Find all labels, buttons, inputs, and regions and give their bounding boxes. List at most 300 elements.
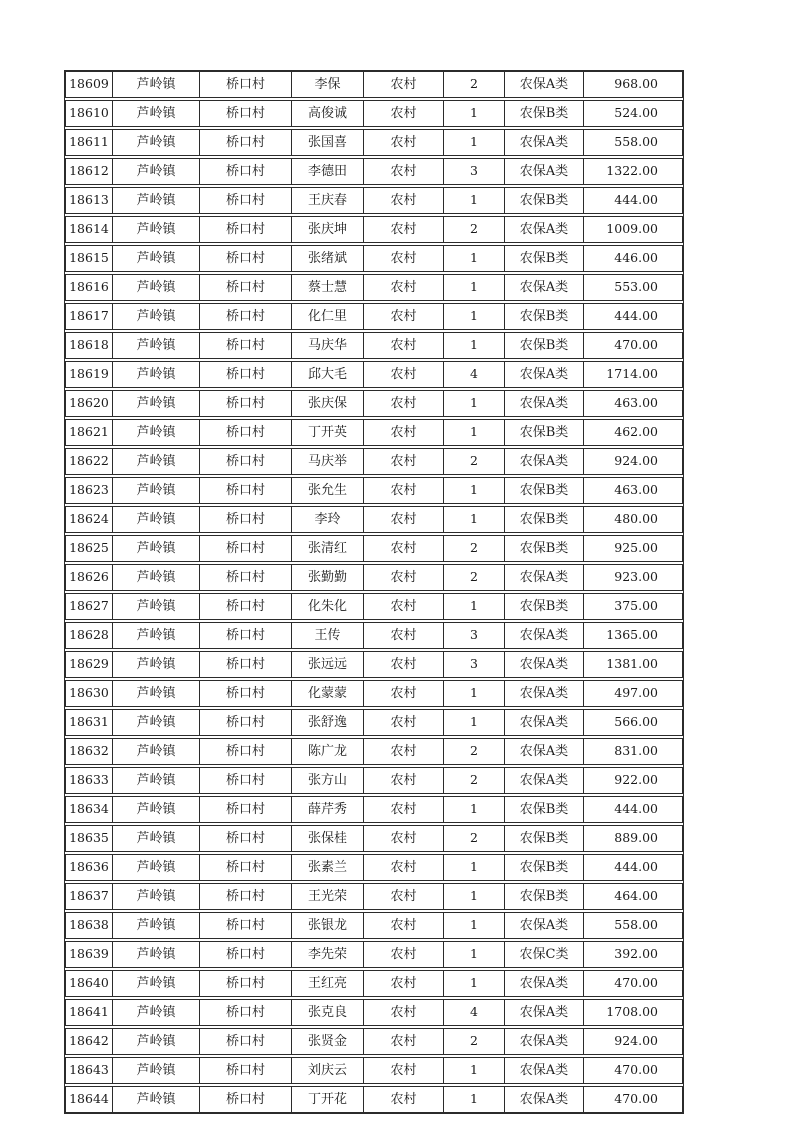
cell-count: 1	[444, 942, 505, 967]
cell-town: 芦岭镇	[113, 565, 200, 590]
cell-record-number: 18611	[66, 130, 113, 155]
cell-insurance-category: 农保A类	[505, 159, 584, 184]
cell-amount: 470.00	[614, 337, 658, 353]
cell-insurance-category: 农保A类	[505, 275, 584, 300]
cell-amount: 889.00	[614, 830, 658, 846]
cell-record-number: 18637	[66, 884, 113, 909]
cell-amount: 553.00	[614, 279, 658, 295]
cell-record-number: 18642	[66, 1029, 113, 1054]
cell-record-number: 18610	[66, 101, 113, 126]
cell-residence-type: 农村	[364, 304, 444, 329]
cell-record-number: 18641	[66, 1000, 113, 1025]
cell-count: 2	[444, 217, 505, 242]
cell-town: 芦岭镇	[113, 159, 200, 184]
cell-town: 芦岭镇	[113, 304, 200, 329]
cell-amount: 446.00	[614, 250, 658, 266]
cell-residence-type: 农村	[364, 768, 444, 793]
table-row	[65, 419, 683, 446]
cell-record-number: 18634	[66, 797, 113, 822]
cell-insurance-category: 农保B类	[505, 536, 584, 561]
cell-town: 芦岭镇	[113, 768, 200, 793]
cell-town: 芦岭镇	[113, 913, 200, 938]
cell-residence-type: 农村	[364, 913, 444, 938]
cell-record-number: 18633	[66, 768, 113, 793]
cell-count: 4	[444, 362, 505, 387]
cell-count: 1	[444, 884, 505, 909]
cell-person-name: 张保桂	[292, 826, 364, 851]
cell-village: 桥口村	[200, 159, 292, 184]
table-row	[65, 622, 683, 649]
table-row	[65, 854, 683, 881]
table-row	[65, 651, 683, 678]
cell-count: 1	[444, 130, 505, 155]
cell-person-name: 化朱化	[292, 594, 364, 619]
cell-residence-type: 农村	[364, 333, 444, 358]
cell-town: 芦岭镇	[113, 1029, 200, 1054]
cell-person-name: 张贤金	[292, 1029, 364, 1054]
cell-village: 桥口村	[200, 536, 292, 561]
table-row	[65, 100, 683, 127]
cell-village: 桥口村	[200, 826, 292, 851]
cell-record-number: 18609	[66, 72, 113, 97]
cell-town: 芦岭镇	[113, 101, 200, 126]
cell-village: 桥口村	[200, 710, 292, 735]
cell-count: 1	[444, 391, 505, 416]
cell-amount: 923.00	[614, 569, 658, 585]
table-row	[65, 680, 683, 707]
cell-town: 芦岭镇	[113, 681, 200, 706]
cell-residence-type: 农村	[364, 681, 444, 706]
cell-count: 2	[444, 449, 505, 474]
cell-insurance-category: 农保B类	[505, 826, 584, 851]
cell-amount: 831.00	[614, 743, 658, 759]
cell-insurance-category: 农保A类	[505, 1029, 584, 1054]
cell-person-name: 薛芹秀	[292, 797, 364, 822]
cell-person-name: 丁开英	[292, 420, 364, 445]
cell-person-name: 张素兰	[292, 855, 364, 880]
cell-count: 2	[444, 536, 505, 561]
cell-insurance-category: 农保A类	[505, 217, 584, 242]
table-row	[65, 245, 683, 272]
cell-count: 3	[444, 623, 505, 648]
cell-person-name: 王光荣	[292, 884, 364, 909]
cell-record-number: 18620	[66, 391, 113, 416]
cell-record-number: 18627	[66, 594, 113, 619]
cell-insurance-category: 农保B类	[505, 507, 584, 532]
cell-count: 1	[444, 855, 505, 880]
cell-record-number: 18635	[66, 826, 113, 851]
cell-count: 1	[444, 304, 505, 329]
cell-record-number: 18613	[66, 188, 113, 213]
cell-amount: 497.00	[614, 685, 658, 701]
cell-residence-type: 农村	[364, 1087, 444, 1112]
cell-count: 1	[444, 507, 505, 532]
cell-town: 芦岭镇	[113, 246, 200, 271]
cell-village: 桥口村	[200, 884, 292, 909]
cell-residence-type: 农村	[364, 826, 444, 851]
cell-insurance-category: 农保B类	[505, 797, 584, 822]
cell-insurance-category: 农保A类	[505, 739, 584, 764]
cell-town: 芦岭镇	[113, 449, 200, 474]
cell-person-name: 王庆春	[292, 188, 364, 213]
cell-residence-type: 农村	[364, 362, 444, 387]
table-row	[65, 593, 683, 620]
cell-town: 芦岭镇	[113, 333, 200, 358]
table-row	[65, 970, 683, 997]
cell-record-number: 18621	[66, 420, 113, 445]
cell-insurance-category: 农保A类	[505, 971, 584, 996]
cell-person-name: 马庆华	[292, 333, 364, 358]
cell-insurance-category: 农保A类	[505, 681, 584, 706]
cell-insurance-category: 农保B类	[505, 855, 584, 880]
cell-residence-type: 农村	[364, 710, 444, 735]
cell-amount: 1365.00	[606, 627, 658, 643]
cell-count: 2	[444, 739, 505, 764]
cell-record-number: 18623	[66, 478, 113, 503]
cell-person-name: 张允生	[292, 478, 364, 503]
table-row	[65, 361, 683, 388]
cell-count: 1	[444, 478, 505, 503]
cell-person-name: 刘庆云	[292, 1058, 364, 1083]
table-row	[65, 390, 683, 417]
cell-town: 芦岭镇	[113, 478, 200, 503]
cell-village: 桥口村	[200, 449, 292, 474]
cell-village: 桥口村	[200, 101, 292, 126]
cell-village: 桥口村	[200, 1087, 292, 1112]
cell-record-number: 18630	[66, 681, 113, 706]
cell-count: 1	[444, 420, 505, 445]
cell-residence-type: 农村	[364, 565, 444, 590]
cell-residence-type: 农村	[364, 739, 444, 764]
cell-record-number: 18625	[66, 536, 113, 561]
cell-town: 芦岭镇	[113, 1087, 200, 1112]
cell-amount: 924.00	[614, 1033, 658, 1049]
table-row	[65, 999, 683, 1026]
cell-count: 1	[444, 913, 505, 938]
cell-record-number: 18629	[66, 652, 113, 677]
cell-amount: 558.00	[614, 134, 658, 150]
cell-village: 桥口村	[200, 188, 292, 213]
cell-residence-type: 农村	[364, 217, 444, 242]
cell-record-number: 18643	[66, 1058, 113, 1083]
cell-residence-type: 农村	[364, 942, 444, 967]
cell-amount: 922.00	[614, 772, 658, 788]
cell-village: 桥口村	[200, 623, 292, 648]
cell-village: 桥口村	[200, 797, 292, 822]
cell-town: 芦岭镇	[113, 710, 200, 735]
table-row	[65, 477, 683, 504]
cell-residence-type: 农村	[364, 72, 444, 97]
cell-village: 桥口村	[200, 362, 292, 387]
cell-count: 1	[444, 1058, 505, 1083]
cell-person-name: 化蒙蒙	[292, 681, 364, 706]
cell-village: 桥口村	[200, 739, 292, 764]
cell-count: 1	[444, 681, 505, 706]
cell-amount: 463.00	[614, 395, 658, 411]
cell-insurance-category: 农保B类	[505, 594, 584, 619]
table-row	[65, 1057, 683, 1084]
table-row	[65, 129, 683, 156]
cell-amount: 464.00	[614, 888, 658, 904]
cell-town: 芦岭镇	[113, 971, 200, 996]
table-row	[65, 303, 683, 330]
cell-amount: 470.00	[614, 975, 658, 991]
cell-insurance-category: 农保A类	[505, 449, 584, 474]
cell-insurance-category: 农保B类	[505, 101, 584, 126]
cell-insurance-category: 农保A类	[505, 710, 584, 735]
cell-person-name: 李先荣	[292, 942, 364, 967]
cell-record-number: 18632	[66, 739, 113, 764]
cell-person-name: 陈广龙	[292, 739, 364, 764]
cell-residence-type: 农村	[364, 159, 444, 184]
cell-amount: 1322.00	[606, 163, 658, 179]
cell-amount: 925.00	[614, 540, 658, 556]
cell-person-name: 张勤勤	[292, 565, 364, 590]
cell-count: 1	[444, 275, 505, 300]
cell-residence-type: 农村	[364, 478, 444, 503]
table-row	[65, 709, 683, 736]
cell-village: 桥口村	[200, 942, 292, 967]
cell-count: 3	[444, 652, 505, 677]
cell-count: 1	[444, 1087, 505, 1112]
cell-person-name: 张国喜	[292, 130, 364, 155]
cell-town: 芦岭镇	[113, 130, 200, 155]
cell-residence-type: 农村	[364, 1000, 444, 1025]
cell-amount: 392.00	[614, 946, 658, 962]
cell-town: 芦岭镇	[113, 188, 200, 213]
cell-residence-type: 农村	[364, 130, 444, 155]
cell-insurance-category: 农保B类	[505, 420, 584, 445]
cell-count: 1	[444, 246, 505, 271]
cell-person-name: 李德田	[292, 159, 364, 184]
cell-record-number: 18624	[66, 507, 113, 532]
cell-amount: 463.00	[614, 482, 658, 498]
cell-count: 2	[444, 1029, 505, 1054]
cell-residence-type: 农村	[364, 449, 444, 474]
cell-town: 芦岭镇	[113, 1000, 200, 1025]
table-row	[65, 332, 683, 359]
cell-village: 桥口村	[200, 652, 292, 677]
cell-town: 芦岭镇	[113, 623, 200, 648]
cell-amount: 470.00	[614, 1091, 658, 1107]
cell-person-name: 高俊诚	[292, 101, 364, 126]
cell-town: 芦岭镇	[113, 1058, 200, 1083]
cell-village: 桥口村	[200, 1000, 292, 1025]
cell-amount: 444.00	[614, 801, 658, 817]
cell-insurance-category: 农保A类	[505, 623, 584, 648]
cell-person-name: 张银龙	[292, 913, 364, 938]
cell-town: 芦岭镇	[113, 507, 200, 532]
cell-amount: 470.00	[614, 1062, 658, 1078]
cell-residence-type: 农村	[364, 623, 444, 648]
cell-village: 桥口村	[200, 130, 292, 155]
table-row	[65, 738, 683, 765]
cell-village: 桥口村	[200, 681, 292, 706]
cell-amount: 444.00	[614, 192, 658, 208]
cell-record-number: 18639	[66, 942, 113, 967]
cell-village: 桥口村	[200, 507, 292, 532]
cell-village: 桥口村	[200, 594, 292, 619]
cell-record-number: 18617	[66, 304, 113, 329]
cell-insurance-category: 农保B类	[505, 188, 584, 213]
table-row	[65, 883, 683, 910]
cell-person-name: 王红亮	[292, 971, 364, 996]
cell-amount: 968.00	[614, 76, 658, 92]
cell-count: 2	[444, 565, 505, 590]
cell-insurance-category: 农保A类	[505, 72, 584, 97]
cell-record-number: 18628	[66, 623, 113, 648]
cell-village: 桥口村	[200, 304, 292, 329]
cell-person-name: 蔡士慧	[292, 275, 364, 300]
cell-amount: 924.00	[614, 453, 658, 469]
cell-town: 芦岭镇	[113, 652, 200, 677]
cell-residence-type: 农村	[364, 652, 444, 677]
cell-count: 1	[444, 101, 505, 126]
cell-amount: 1381.00	[606, 656, 658, 672]
cell-count: 1	[444, 333, 505, 358]
cell-residence-type: 农村	[364, 275, 444, 300]
cell-count: 4	[444, 1000, 505, 1025]
cell-record-number: 18614	[66, 217, 113, 242]
cell-amount: 558.00	[614, 917, 658, 933]
cell-town: 芦岭镇	[113, 942, 200, 967]
cell-residence-type: 农村	[364, 971, 444, 996]
table-row	[65, 825, 683, 852]
cell-insurance-category: 农保A类	[505, 652, 584, 677]
table-row	[65, 216, 683, 243]
cell-residence-type: 农村	[364, 884, 444, 909]
cell-town: 芦岭镇	[113, 855, 200, 880]
cell-insurance-category: 农保A类	[505, 130, 584, 155]
cell-residence-type: 农村	[364, 101, 444, 126]
table-row	[65, 1086, 683, 1113]
cell-residence-type: 农村	[364, 507, 444, 532]
cell-insurance-category: 农保A类	[505, 768, 584, 793]
table-row	[65, 158, 683, 185]
cell-insurance-category: 农保A类	[505, 1087, 584, 1112]
cell-count: 3	[444, 159, 505, 184]
cell-village: 桥口村	[200, 768, 292, 793]
cell-count: 1	[444, 710, 505, 735]
table-row	[65, 187, 683, 214]
cell-person-name: 张绪斌	[292, 246, 364, 271]
cell-record-number: 18615	[66, 246, 113, 271]
cell-amount: 1714.00	[606, 366, 658, 382]
cell-insurance-category: 农保A类	[505, 391, 584, 416]
table-row	[65, 506, 683, 533]
cell-village: 桥口村	[200, 217, 292, 242]
cell-record-number: 18612	[66, 159, 113, 184]
cell-person-name: 张庆坤	[292, 217, 364, 242]
cell-record-number: 18638	[66, 913, 113, 938]
cell-village: 桥口村	[200, 333, 292, 358]
cell-record-number: 18622	[66, 449, 113, 474]
cell-record-number: 18644	[66, 1087, 113, 1112]
cell-count: 2	[444, 72, 505, 97]
cell-town: 芦岭镇	[113, 362, 200, 387]
cell-person-name: 张方山	[292, 768, 364, 793]
cell-town: 芦岭镇	[113, 420, 200, 445]
cell-village: 桥口村	[200, 72, 292, 97]
cell-insurance-category: 农保B类	[505, 246, 584, 271]
cell-amount: 444.00	[614, 308, 658, 324]
cell-residence-type: 农村	[364, 536, 444, 561]
cell-town: 芦岭镇	[113, 594, 200, 619]
cell-insurance-category: 农保A类	[505, 1000, 584, 1025]
cell-residence-type: 农村	[364, 420, 444, 445]
cell-record-number: 18631	[66, 710, 113, 735]
cell-village: 桥口村	[200, 1058, 292, 1083]
cell-residence-type: 农村	[364, 594, 444, 619]
cell-person-name: 邱大毛	[292, 362, 364, 387]
cell-residence-type: 农村	[364, 1029, 444, 1054]
cell-person-name: 马庆举	[292, 449, 364, 474]
cell-insurance-category: 农保B类	[505, 333, 584, 358]
cell-town: 芦岭镇	[113, 536, 200, 561]
cell-village: 桥口村	[200, 420, 292, 445]
cell-village: 桥口村	[200, 913, 292, 938]
cell-person-name: 王传	[292, 623, 364, 648]
cell-count: 1	[444, 797, 505, 822]
cell-village: 桥口村	[200, 855, 292, 880]
cell-insurance-category: 农保A类	[505, 565, 584, 590]
cell-village: 桥口村	[200, 246, 292, 271]
cell-count: 2	[444, 826, 505, 851]
cell-insurance-category: 农保B类	[505, 304, 584, 329]
cell-residence-type: 农村	[364, 391, 444, 416]
cell-town: 芦岭镇	[113, 72, 200, 97]
table-row	[65, 941, 683, 968]
cell-amount: 462.00	[614, 424, 658, 440]
cell-insurance-category: 农保B类	[505, 884, 584, 909]
cell-person-name: 李保	[292, 72, 364, 97]
cell-record-number: 18636	[66, 855, 113, 880]
cell-town: 芦岭镇	[113, 391, 200, 416]
cell-amount: 444.00	[614, 859, 658, 875]
cell-record-number: 18616	[66, 275, 113, 300]
table-row	[65, 796, 683, 823]
cell-town: 芦岭镇	[113, 884, 200, 909]
cell-residence-type: 农村	[364, 188, 444, 213]
cell-town: 芦岭镇	[113, 275, 200, 300]
table-row	[65, 564, 683, 591]
table-row	[65, 535, 683, 562]
cell-town: 芦岭镇	[113, 217, 200, 242]
cell-town: 芦岭镇	[113, 739, 200, 764]
cell-residence-type: 农村	[364, 1058, 444, 1083]
cell-amount: 524.00	[614, 105, 658, 121]
cell-village: 桥口村	[200, 565, 292, 590]
cell-person-name: 张清红	[292, 536, 364, 561]
cell-amount: 375.00	[614, 598, 658, 614]
cell-person-name: 张舒逸	[292, 710, 364, 735]
cell-village: 桥口村	[200, 478, 292, 503]
cell-record-number: 18626	[66, 565, 113, 590]
cell-amount: 1009.00	[606, 221, 658, 237]
cell-person-name: 化仁里	[292, 304, 364, 329]
cell-residence-type: 农村	[364, 797, 444, 822]
cell-record-number: 18619	[66, 362, 113, 387]
insurance-table	[65, 71, 683, 1113]
cell-record-number: 18618	[66, 333, 113, 358]
cell-count: 1	[444, 188, 505, 213]
cell-village: 桥口村	[200, 275, 292, 300]
cell-insurance-category: 农保C类	[505, 942, 584, 967]
cell-count: 2	[444, 768, 505, 793]
cell-town: 芦岭镇	[113, 826, 200, 851]
cell-residence-type: 农村	[364, 246, 444, 271]
cell-record-number: 18640	[66, 971, 113, 996]
